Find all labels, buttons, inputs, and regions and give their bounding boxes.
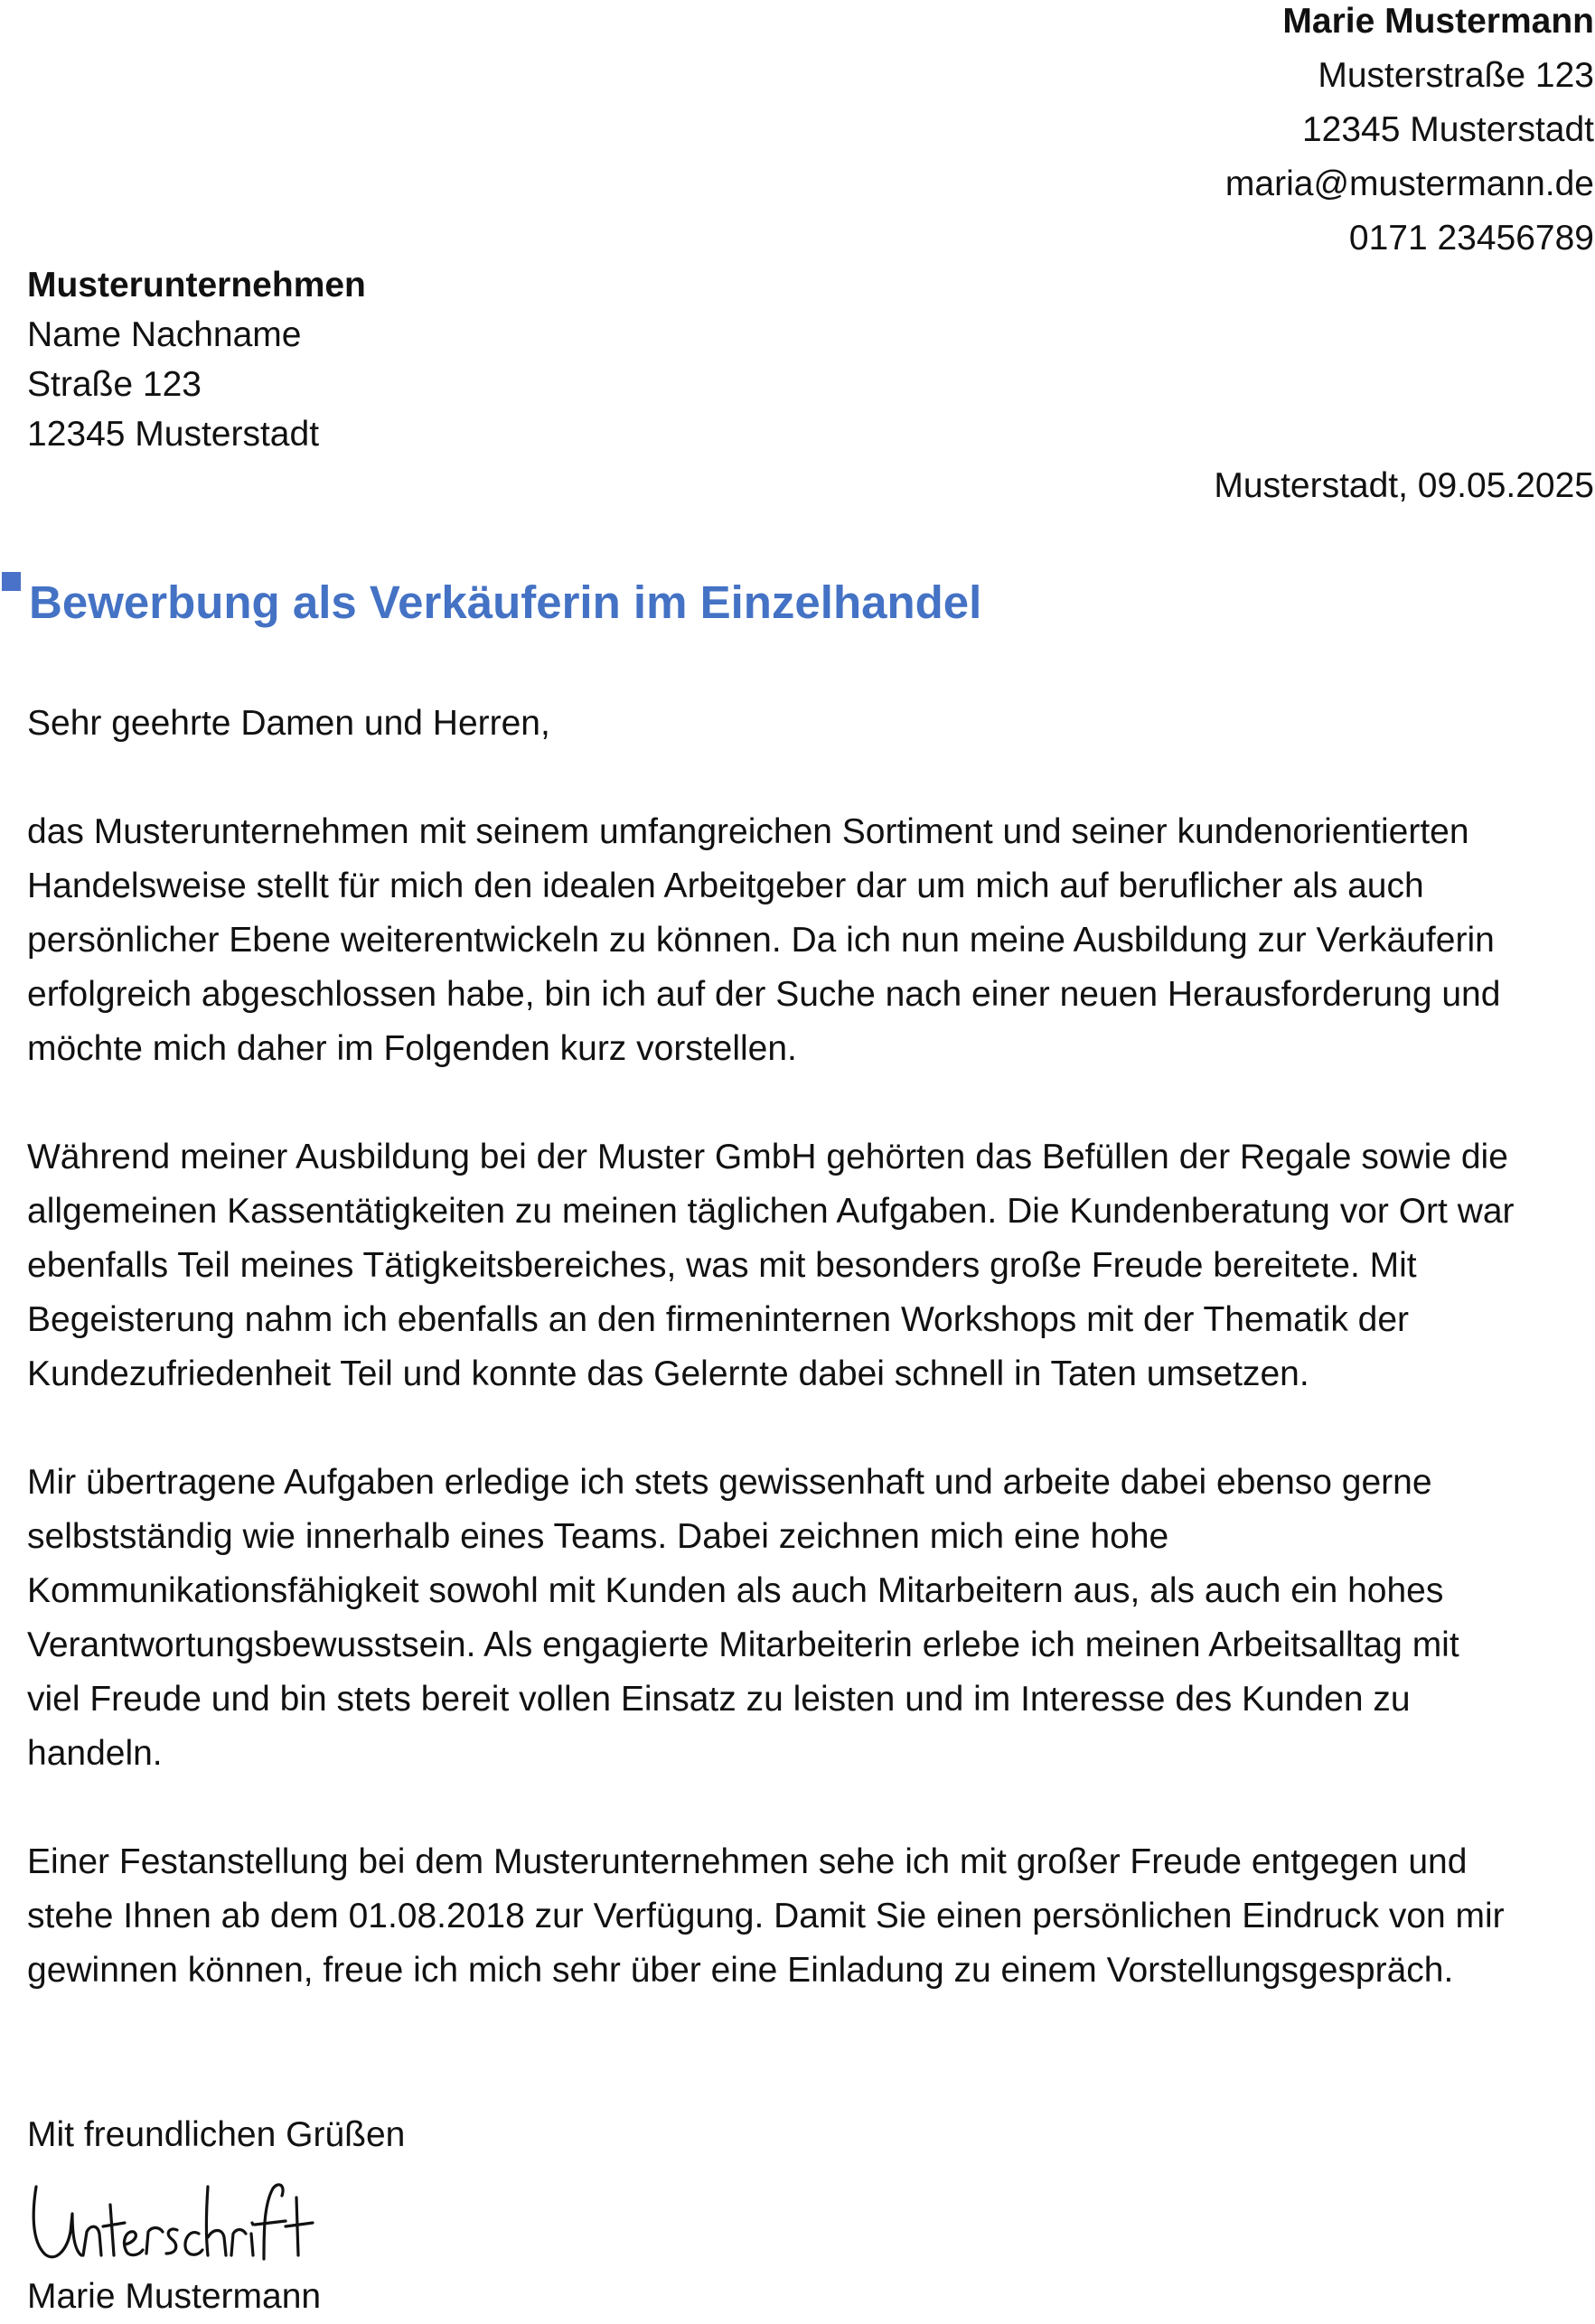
sender-city: 12345 Musterstadt	[1301, 110, 1594, 149]
sender-phone: 0171 23456789	[1348, 219, 1594, 258]
heading-marker	[2, 572, 21, 591]
handwritten-signature	[27, 2169, 316, 2268]
paragraph-text: Mir übertragene Aufgaben erledige ich stets gewissenhaft und arbeite dabei ebenso gerne selbstständig wie innerhalb eines Teams. Dabei zeichnen mich eine hohe Kommunikationsfähigkeit sowohl mit Kunden als auch Mitarbeitern aus, als auch ein hohes Verantwortungsbewusstsein. Als engagierte Mitarbeiterin erlebe ich meinen Arbeitsalltag mit viel Freude und bin stets bereit vollen Einsatz zu leisten und im Interesse des Kunden zu handeln.	[27, 1463, 1459, 1773]
body-paragraph	[27, 805, 1595, 1076]
sender-email: maria@mustermann.de	[1224, 164, 1594, 203]
body-paragraph	[27, 1835, 1595, 1998]
paragraph-text: Während meiner Ausbildung bei der Muster GmbH gehörten das Befüllen der Regale sowie die allgemeinen Kassentätigkeiten zu meinen täglichen Aufgaben. Die Kundenberatung vor Ort war ebenfalls Teil meines Tätigkeitsbereiches, was mit besonders große Freude bereitete. Mit Begeisterung nahm ich ebenfalls an den firmeninternen Workshops mit der Thematik der Kundezufriedenheit Teil und konnte das Gelernte dabei schnell in Taten umsetzen.	[27, 1138, 1515, 1393]
recipient-street: Straße 123	[27, 365, 202, 404]
recipient-block	[27, 260, 366, 459]
recipient-company: Musterunternehmen	[27, 266, 366, 305]
subject-heading: Bewerbung als Verkäuferin im Einzelhandel	[29, 576, 982, 628]
recipient-city: 12345 Musterstadt	[27, 415, 320, 454]
recipient-contact: Name Nachname	[27, 315, 302, 354]
signer-name: Marie Mustermann	[27, 2277, 322, 2316]
closing-phrase: Mit freundlichen Grüßen	[27, 2115, 406, 2154]
body-paragraph	[27, 1130, 1595, 1401]
paragraph-text: das Musterunternehmen mit seinem umfangreichen Sortiment und seiner kundenorientierten Handelsweise stellt für mich den idealen Arbeitgeber dar um mich auf beruflicher als auch persönlicher Ebene weiterentwickeln zu können. Da ich nun meine Ausbildung zur Verkäuferin erfolgreich abgeschlossen habe, bin ich auf der Suche nach einer neuen Herausforderung und möchte mich daher im Folgenden kurz vorstellen.	[27, 812, 1501, 1068]
sender-block	[1225, 0, 1594, 266]
letter-date: Musterstadt, 09.05.2025	[1214, 466, 1594, 505]
paragraph-text: Einer Festanstellung bei dem Musterunternehmen sehe ich mit großer Freude entgegen und stehe Ihnen ab dem 01.08.2018 zur Verfügung. Damit Sie einen persönlichen Eindruck von mir gewinnen können, freue ich mich sehr über eine Einladung zu einem Vorstellungsgespräch.	[27, 1842, 1505, 1990]
sender-street: Musterstraße 123	[1318, 56, 1594, 95]
sender-name: Marie Mustermann	[1282, 2, 1594, 41]
salutation: Sehr geehrte Damen und Herren,	[27, 704, 550, 743]
body-paragraph	[27, 1456, 1595, 1781]
